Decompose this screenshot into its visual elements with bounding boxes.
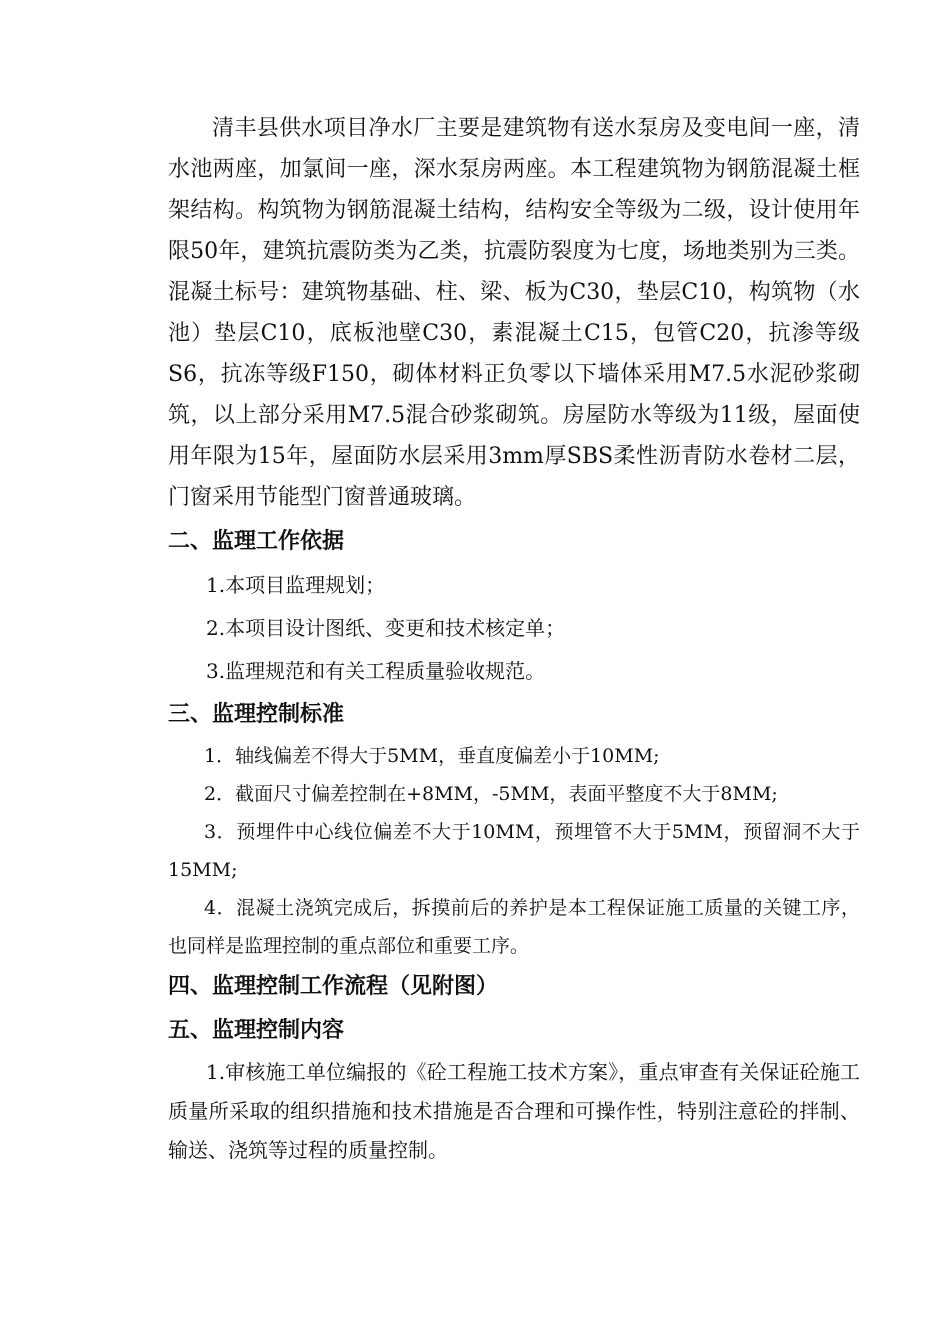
section-heading-standards: 三、监理控制标准 (168, 702, 345, 727)
list-item: 4．混凝土浇筑完成后，拆摸前后的养护是本工程保证施工质量的关键工序，也同样是监理控制的重点部位和重要工序。 (168, 897, 860, 957)
section-heading-content: 五、监理控制内容 (168, 1018, 345, 1043)
section-heading-workflow: 四、监理控制工作流程（见附图） (168, 974, 499, 999)
section-heading-basis: 二、监理工作依据 (168, 529, 345, 554)
list-item: 1.审核施工单位编报的《砼工程施工技术方案》，重点审查有关保证砼施工质量所采取的组织措施和技术措施是否合理和可操作性，特别注意砼的拌制、输送、浇筑等过程的质量控制。 (168, 1060, 860, 1162)
document-page (168, 108, 860, 1170)
list-item: 2.本项目设计图纸、变更和技术核定单； (206, 616, 566, 640)
list-item: 3.监理规范和有关工程质量验收规范。 (206, 659, 546, 683)
intro-paragraph: 清丰县供水项目净水厂主要是建筑物有送水泵房及变电间一座，清水池两座，加氯间一座，深水泵房两座。本工程建筑物为钢筋混凝土框架结构。构筑物为钢筋混凝土结构，结构安全等级为二级，设计使用年限50年，建筑抗震防类为乙类，抗震防裂度为七度，场地类别为三类。混凝土标号：建筑物基础、柱、梁、板为C30，垫层C10，构筑物（水池）垫层C10，底板池壁C30，素混凝土C15，包管C20，抗渗等级S6，抗冻等级F150，砌体材料正负零以下墙体采用M7.5水泥砂浆砌筑，以上部分采用M7.5混合砂浆砌筑。房屋防水等级为11级，屋面使用年限为15年，屋面防水层采用3mm厚SBS柔性沥青防水卷材二层，门窗采用节能型门窗普通玻璃。 (168, 116, 860, 510)
list-item: 1．轴线偏差不得大于5MM，垂直度偏差小于10MM; (204, 745, 660, 767)
list-item: 2．截面尺寸偏差控制在+8MM，-5MM，表面平整度不大于8MM; (204, 783, 778, 805)
list-item: 1.本项目监理规划； (206, 573, 386, 597)
list-item: 3．预埋件中心线位偏差不大于10MM，预埋管不大于5MM，预留洞不大于15MM; (168, 821, 860, 881)
